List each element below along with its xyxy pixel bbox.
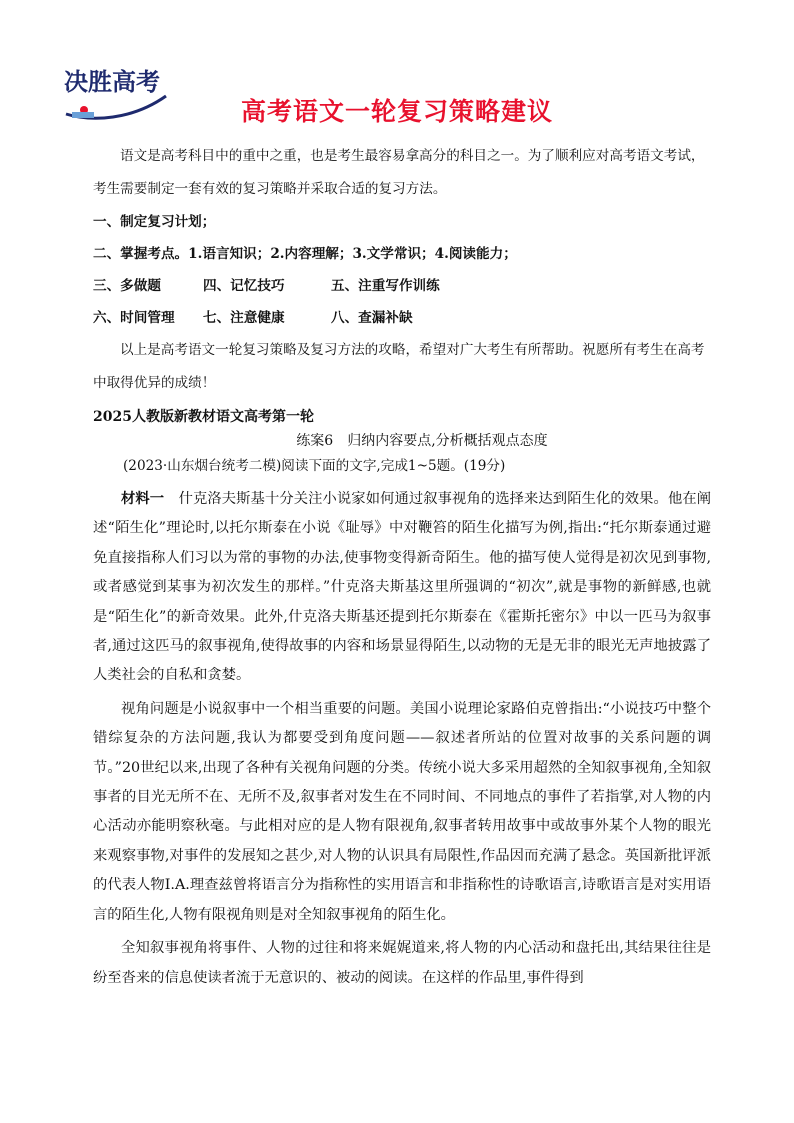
strategy-row-3: [93, 270, 711, 302]
exercise-title: 练案6 归纳内容要点,分析概括观点态度: [296, 433, 548, 449]
series-title: 2025人教版新教材语文高考第一轮: [93, 409, 314, 425]
question-source: (2023·山东烟台统考二模)阅读下面的文字,完成1~5题。(19分): [123, 458, 506, 474]
strategy-item-5: 五、注重写作训练: [331, 278, 440, 294]
strategy-item-7: 七、注意健康: [203, 310, 285, 326]
strategy-item-6: 六、时间管理: [93, 310, 175, 326]
reading-material: [93, 485, 711, 993]
strategy-item-8: 八、查漏补缺: [331, 310, 413, 326]
strategy-item-3: 三、多做题: [93, 278, 161, 294]
strategy-item-4: 四、记忆技巧: [203, 278, 285, 294]
closing-paragraph: 以上是高考语文一轮复习策略及复习方法的攻略，希望对广大考生有所帮助。祝愿所有考生在高考中取得优异的成绩！: [93, 342, 705, 391]
intro-paragraph: 语文是高考科目中的重中之重，也是考生最容易拿高分的科目之一。为了顺利应对高考语文考试，考生需要制定一套有效的复习策略并采取合适的复习方法。: [93, 148, 705, 197]
strategy-item-1: 一、制定复习计划；: [93, 214, 216, 230]
material-paragraph-3: 全知叙事视角将事件、人物的过往和将来娓娓道来,将人物的内心活动和盘托出,其结果往往是纷至沓来的信息使读者流于无意识的、被动的阅读。在这样的作品里,事件得到: [93, 940, 711, 986]
material-paragraph-1: [93, 485, 711, 691]
material-label: 材料一: [121, 491, 165, 507]
material-paragraph-1-text: 什克洛夫斯基十分关注小说家如何通过叙事视角的选择来达到陌生化的效果。他在阐述“陌生化”理论时,以托尔斯泰在小说《耻辱》中对鞭笞的陌生化描写为例,指出:“托尔斯泰通过避免直接指称人们习以为常的事物的办法,使事物变得新奇陌生。他的描写使人觉得是初次见到事物,或者感觉到某事为初次发生的那样。”什克洛夫斯基这里所强调的“初次”,就是事物的新鲜感,也就是“陌生化”的新奇效果。此外,什克洛夫斯基还提到托尔斯泰在《霍斯托密尔》中以一匹马为叙事者,通过这匹马的叙事视角,使得故事的内容和场景显得陌生,以动物的无是无非的眼光无声地披露了人类社会的自私和贪婪。: [93, 491, 712, 684]
strategy-row-4: [93, 302, 711, 334]
logo-text: 决胜高考: [64, 68, 160, 96]
page-title: 高考语文一轮复习策略建议: [240, 97, 553, 126]
strategy-item-2: 二、掌握考点。1.语言知识；2.内容理解；3.文学常识；4.阅读能力；: [93, 246, 517, 262]
material-paragraph-2: 视角问题是小说叙事中一个相当重要的问题。美国小说理论家路伯克曾指出:“小说技巧中整个错综复杂的方法问题,我认为都要受到角度问题——叙述者所站的位置对故事的关系问题的调节。”20世纪以来,出现了各种有关视角问题的分类。传统小说大多采用超然的全知叙事视角,全知叙事者的目光无所不在、无所不及,叙事者对发生在不同时间、不同地点的事件了若指掌,对人物的内心活动亦能明察秋毫。与此相对应的是人物有限视角,叙事者转用故事中或故事外某个人物的眼光来观察事物,对事件的发展知之甚少,对人物的认识具有局限性,作品因而充满了悬念。英国新批评派的代表人物I.A.理查兹曾将语言分为指称性的实用语言和非指称性的诗歌语言,诗歌语言是对实用语言的陌生化,人物有限视角则是对全知叙事视角的陌生化。: [93, 700, 711, 923]
intro-block: [93, 140, 711, 400]
exercise-section: [93, 405, 711, 997]
